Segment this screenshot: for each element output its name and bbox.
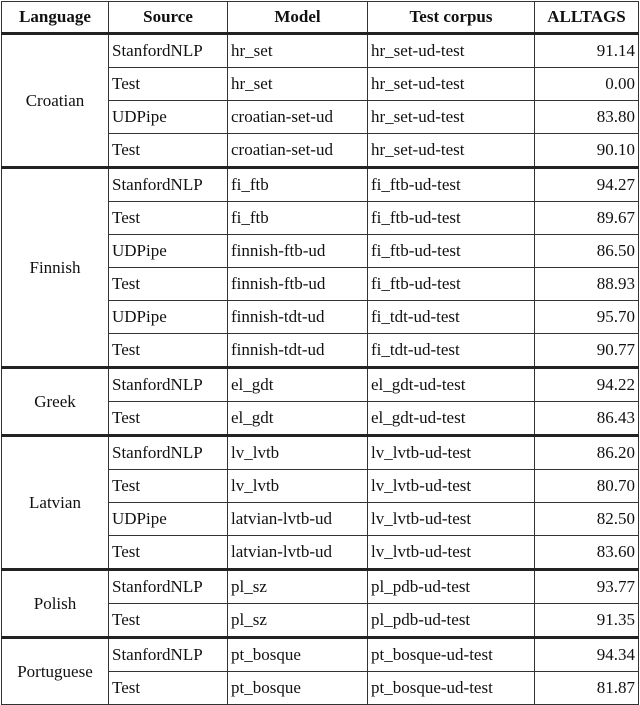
test-corpus-cell: pt_bosque-ud-test [368,672,535,705]
source-cell: Test [109,402,228,436]
test-corpus-cell: fi_ftb-ud-test [368,268,535,301]
model-cell: croatian-set-ud [228,134,368,168]
language-cell: Polish [2,570,109,638]
source-cell: Test [109,536,228,570]
model-cell: croatian-set-ud [228,101,368,134]
model-cell: finnish-ftb-ud [228,235,368,268]
model-cell: hr_set [228,68,368,101]
model-cell: finnish-ftb-ud [228,268,368,301]
alltags-cell: 81.87 [535,672,639,705]
header-language: Language [2,2,109,34]
alltags-cell: 90.10 [535,134,639,168]
header-source: Source [109,2,228,34]
source-cell: StanfordNLP [109,368,228,402]
model-cell: fi_ftb [228,168,368,202]
alltags-cell: 94.34 [535,638,639,672]
alltags-cell: 94.22 [535,368,639,402]
source-cell: UDPipe [109,101,228,134]
test-corpus-cell: pt_bosque-ud-test [368,638,535,672]
alltags-cell: 82.50 [535,503,639,536]
test-corpus-cell: fi_ftb-ud-test [368,202,535,235]
model-cell: el_gdt [228,368,368,402]
alltags-cell: 80.70 [535,470,639,503]
table-row [2,638,639,672]
source-cell: UDPipe [109,503,228,536]
source-cell: StanfordNLP [109,638,228,672]
alltags-cell: 95.70 [535,301,639,334]
model-cell: finnish-tdt-ud [228,301,368,334]
test-corpus-cell: lv_lvtb-ud-test [368,503,535,536]
test-corpus-cell: lv_lvtb-ud-test [368,436,535,470]
source-cell: StanfordNLP [109,436,228,470]
source-cell: Test [109,672,228,705]
header-row [2,2,639,34]
test-corpus-cell: lv_lvtb-ud-test [368,470,535,503]
test-corpus-cell: fi_tdt-ud-test [368,301,535,334]
model-cell: el_gdt [228,402,368,436]
alltags-cell: 88.93 [535,268,639,301]
source-cell: StanfordNLP [109,168,228,202]
alltags-cell: 86.20 [535,436,639,470]
source-cell: StanfordNLP [109,570,228,604]
model-cell: fi_ftb [228,202,368,235]
model-cell: pl_sz [228,604,368,638]
results-table [1,1,639,705]
test-corpus-cell: hr_set-ud-test [368,134,535,168]
alltags-cell: 93.77 [535,570,639,604]
alltags-cell: 0.00 [535,68,639,101]
source-cell: Test [109,202,228,235]
model-cell: pt_bosque [228,638,368,672]
model-cell: latvian-lvtb-ud [228,503,368,536]
source-cell: Test [109,334,228,368]
model-cell: lv_lvtb [228,470,368,503]
test-corpus-cell: lv_lvtb-ud-test [368,536,535,570]
table-body [2,34,639,705]
header-model: Model [228,2,368,34]
test-corpus-cell: fi_ftb-ud-test [368,235,535,268]
alltags-cell: 83.80 [535,101,639,134]
model-cell: finnish-tdt-ud [228,334,368,368]
model-cell: latvian-lvtb-ud [228,536,368,570]
language-cell: Portuguese [2,638,109,705]
test-corpus-cell: pl_pdb-ud-test [368,604,535,638]
alltags-cell: 86.50 [535,235,639,268]
model-cell: hr_set [228,34,368,68]
source-cell: Test [109,268,228,301]
table-row [2,570,639,604]
alltags-cell: 86.43 [535,402,639,436]
header-alltags: ALLTAGS [535,2,639,34]
language-cell: Finnish [2,168,109,368]
test-corpus-cell: hr_set-ud-test [368,34,535,68]
table-row [2,34,639,68]
source-cell: Test [109,604,228,638]
alltags-cell: 83.60 [535,536,639,570]
table-row [2,368,639,402]
language-cell: Croatian [2,34,109,168]
header-test-corpus: Test corpus [368,2,535,34]
source-cell: Test [109,134,228,168]
model-cell: lv_lvtb [228,436,368,470]
test-corpus-cell: pl_pdb-ud-test [368,570,535,604]
test-corpus-cell: fi_ftb-ud-test [368,168,535,202]
alltags-cell: 91.14 [535,34,639,68]
model-cell: pl_sz [228,570,368,604]
source-cell: Test [109,470,228,503]
model-cell: pt_bosque [228,672,368,705]
source-cell: UDPipe [109,301,228,334]
table-row [2,436,639,470]
table-row [2,168,639,202]
test-corpus-cell: hr_set-ud-test [368,68,535,101]
test-corpus-cell: el_gdt-ud-test [368,402,535,436]
alltags-cell: 94.27 [535,168,639,202]
language-cell: Latvian [2,436,109,570]
source-cell: UDPipe [109,235,228,268]
source-cell: StanfordNLP [109,34,228,68]
alltags-cell: 91.35 [535,604,639,638]
test-corpus-cell: hr_set-ud-test [368,101,535,134]
test-corpus-cell: el_gdt-ud-test [368,368,535,402]
alltags-cell: 89.67 [535,202,639,235]
alltags-cell: 90.77 [535,334,639,368]
test-corpus-cell: fi_tdt-ud-test [368,334,535,368]
language-cell: Greek [2,368,109,436]
source-cell: Test [109,68,228,101]
